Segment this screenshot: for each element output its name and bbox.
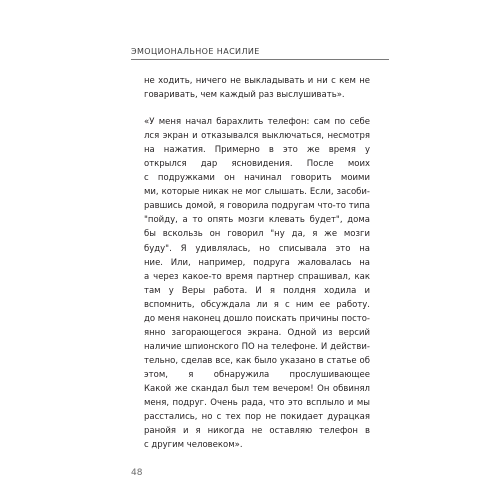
body-text (144, 74, 370, 452)
text-line: Какой же скандал был тем вечером! Он обвинял (144, 383, 370, 394)
page-number: 48 (131, 468, 143, 478)
text-line: равшись домой, я говорила подругам что-то типа (144, 201, 370, 212)
text-line: с другим человеком». (144, 440, 243, 451)
text-line: буду". Я удивлялась, но списывала это на (144, 243, 370, 254)
running-header: ЭМОЦИОНАЛЬНОЕ НАСИЛИЕ (131, 47, 260, 56)
paragraph-gap (144, 102, 370, 115)
text-line: ранойя и я никогда не оставляю телефон в (144, 426, 370, 437)
text-line: «У меня начал барахлить телефон: сам по себе (144, 117, 370, 128)
text-line: вспомнить, обсуждала ли я с ним ее работу. (144, 299, 370, 310)
text-line: ми, которые никак не мог слышать. Если, засоби- (144, 187, 370, 198)
header-rule (131, 59, 389, 60)
text-line: не ходить, ничего не выкладывать и ни с кем не (144, 76, 370, 86)
text-line: наличие шпионского ПО на телефоне. И действи- (144, 341, 370, 352)
text-line: открылся дар ясновидения. После моих (144, 159, 370, 170)
text-line: этом, я обнаружила прослушивающее (144, 369, 370, 380)
text-line: "пойду, а то опять мозги клевать будет", дома (144, 215, 370, 226)
text-line: расстались, но с тех пор не покидает дурацкая (144, 412, 370, 423)
text-line: говаривать, чем каждый раз выслушивать». (144, 90, 345, 101)
text-line: на нажатия. Примерно в это же время у (144, 145, 370, 156)
text-line: меня, подруг. Очень рада, что это всплыло и мы (144, 398, 370, 409)
paragraph-1 (144, 74, 370, 102)
text-line: тельно, сделав все, как было указано в статье об (144, 355, 370, 366)
text-line: там у Веры работа. И я полдня ходила и (144, 285, 370, 296)
text-line: лся экран и отказывался выключаться, несмотря (144, 131, 370, 142)
text-line: с подружками он начинал говорить моими (144, 173, 370, 184)
text-line: бы вскользь он говорил "ну да, я же мозги (144, 229, 370, 240)
paragraph-2 (144, 115, 370, 452)
text-line: а через какое-то время партнер спрашивал, как (144, 271, 370, 282)
text-line: ние. Или, например, подруга жаловалась на (144, 257, 370, 268)
text-line: янно загорающегося экрана. Одной из версий (144, 327, 370, 338)
text-line: до меня наконец дошло поискать причины посто- (144, 313, 370, 324)
